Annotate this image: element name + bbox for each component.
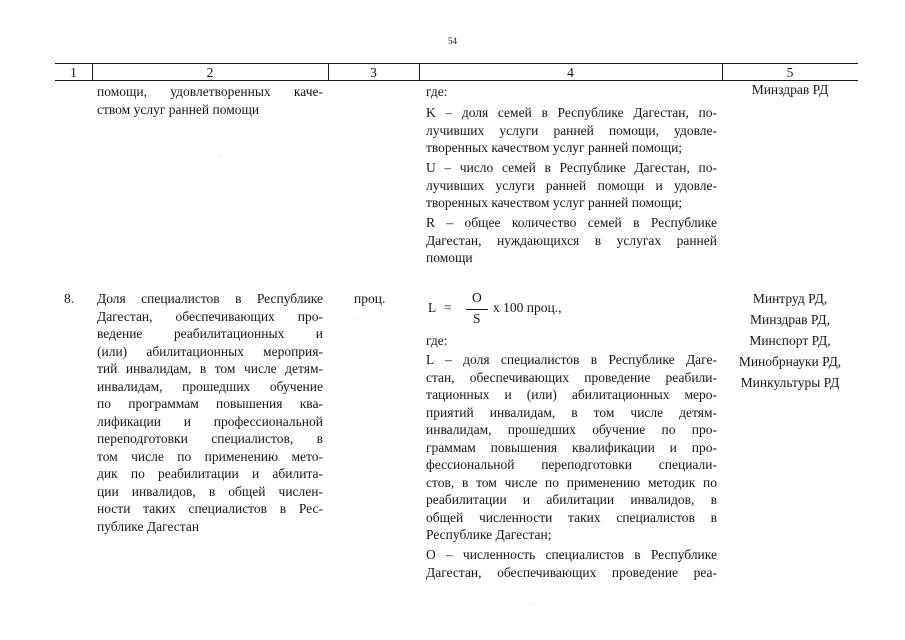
formula-variable-definition: O – численность специалистов в Республике Дагестан, обеспечивающих проведение реа- [426, 547, 717, 580]
formula-multiplier: x 100 проц., [493, 300, 562, 315]
formula-numerator: O [472, 290, 482, 305]
scan-speck [219, 155, 220, 156]
scan-speck [533, 603, 534, 604]
indicator-name: Доля специалистов в Республике Дагестан, обеспечивающих про- ведение реабилитационных и (или) абилитационных мероприя- тий инвалидам, в том числе детям- инвалидам, прошедших обучение по программам повышения ква- лификации и профессиональной переподготовки специалистов, в том числе по применению мето- дик по реабилитации и абилита- ции инвалидов, в общей числен- ности таких специалистов в Рес- публике Дагестан [97, 291, 323, 534]
indicator-name-continued: помощи, удовлетворенных каче- ством услуг ранней помощи [97, 84, 323, 117]
column-number: 1 [70, 65, 77, 80]
formula-lhs: L [428, 300, 437, 315]
agency-item: Минобрнауки РД, [738, 354, 842, 369]
formula-where-label: где: [426, 84, 448, 99]
table-top-border [55, 63, 858, 64]
formula-variable-definition: K – доля семей в Республике Дагестан, по- лучивших услуги ранней помощи, удовле- творенных качеством услуг ранней помощи; [426, 105, 717, 155]
formula-variable-definition: R – общее количество семей в Республике Дагестан, нуждающихся в услугах ранней помощи [426, 215, 717, 265]
unit-of-measure: проц. [354, 291, 386, 306]
row-number: 8. [64, 291, 75, 306]
page-number: 54 [448, 36, 457, 46]
formula-where-label: где: [426, 333, 448, 348]
column-number: 5 [786, 65, 794, 80]
agency-item: Минтруд РД, [752, 291, 828, 306]
responsible-agency: Минздрав РД [751, 82, 829, 97]
agency-item: Минздрав РД, [750, 312, 830, 327]
agency-item: Минкультуры РД [740, 375, 840, 390]
column-number: 3 [370, 65, 377, 80]
formula-fraction-bar [466, 309, 488, 310]
formula-denominator: S [473, 311, 481, 326]
formula-variable-definition: L – доля специалистов в Республике Даге- стан, обеспечивающих проведение реабили- тационных и (или) абилитационных меро- приятий инвалидам, в том числе детям- инвалидам, прошедших обучение по про- граммам повышения квалификации и про- фессиональной переподготовки специали- стов, в том числе по применению методик по реабилитации и абилитации инвалидов, в общей численности таких специалистов в Республике Дагестан; [426, 352, 717, 542]
agency-item: Минспорт РД, [749, 333, 831, 348]
column-number: 2 [206, 65, 214, 80]
formula-variable-definition: U – число семей в Республике Дагестан, по- лучивших услуги ранней помощи и удовле- творенных качеством услуг ранней помощи; [426, 160, 717, 210]
column-number: 4 [567, 65, 574, 80]
formula-equals: = [444, 300, 452, 315]
scan-speck [354, 318, 355, 319]
responsible-agencies [722, 288, 858, 393]
